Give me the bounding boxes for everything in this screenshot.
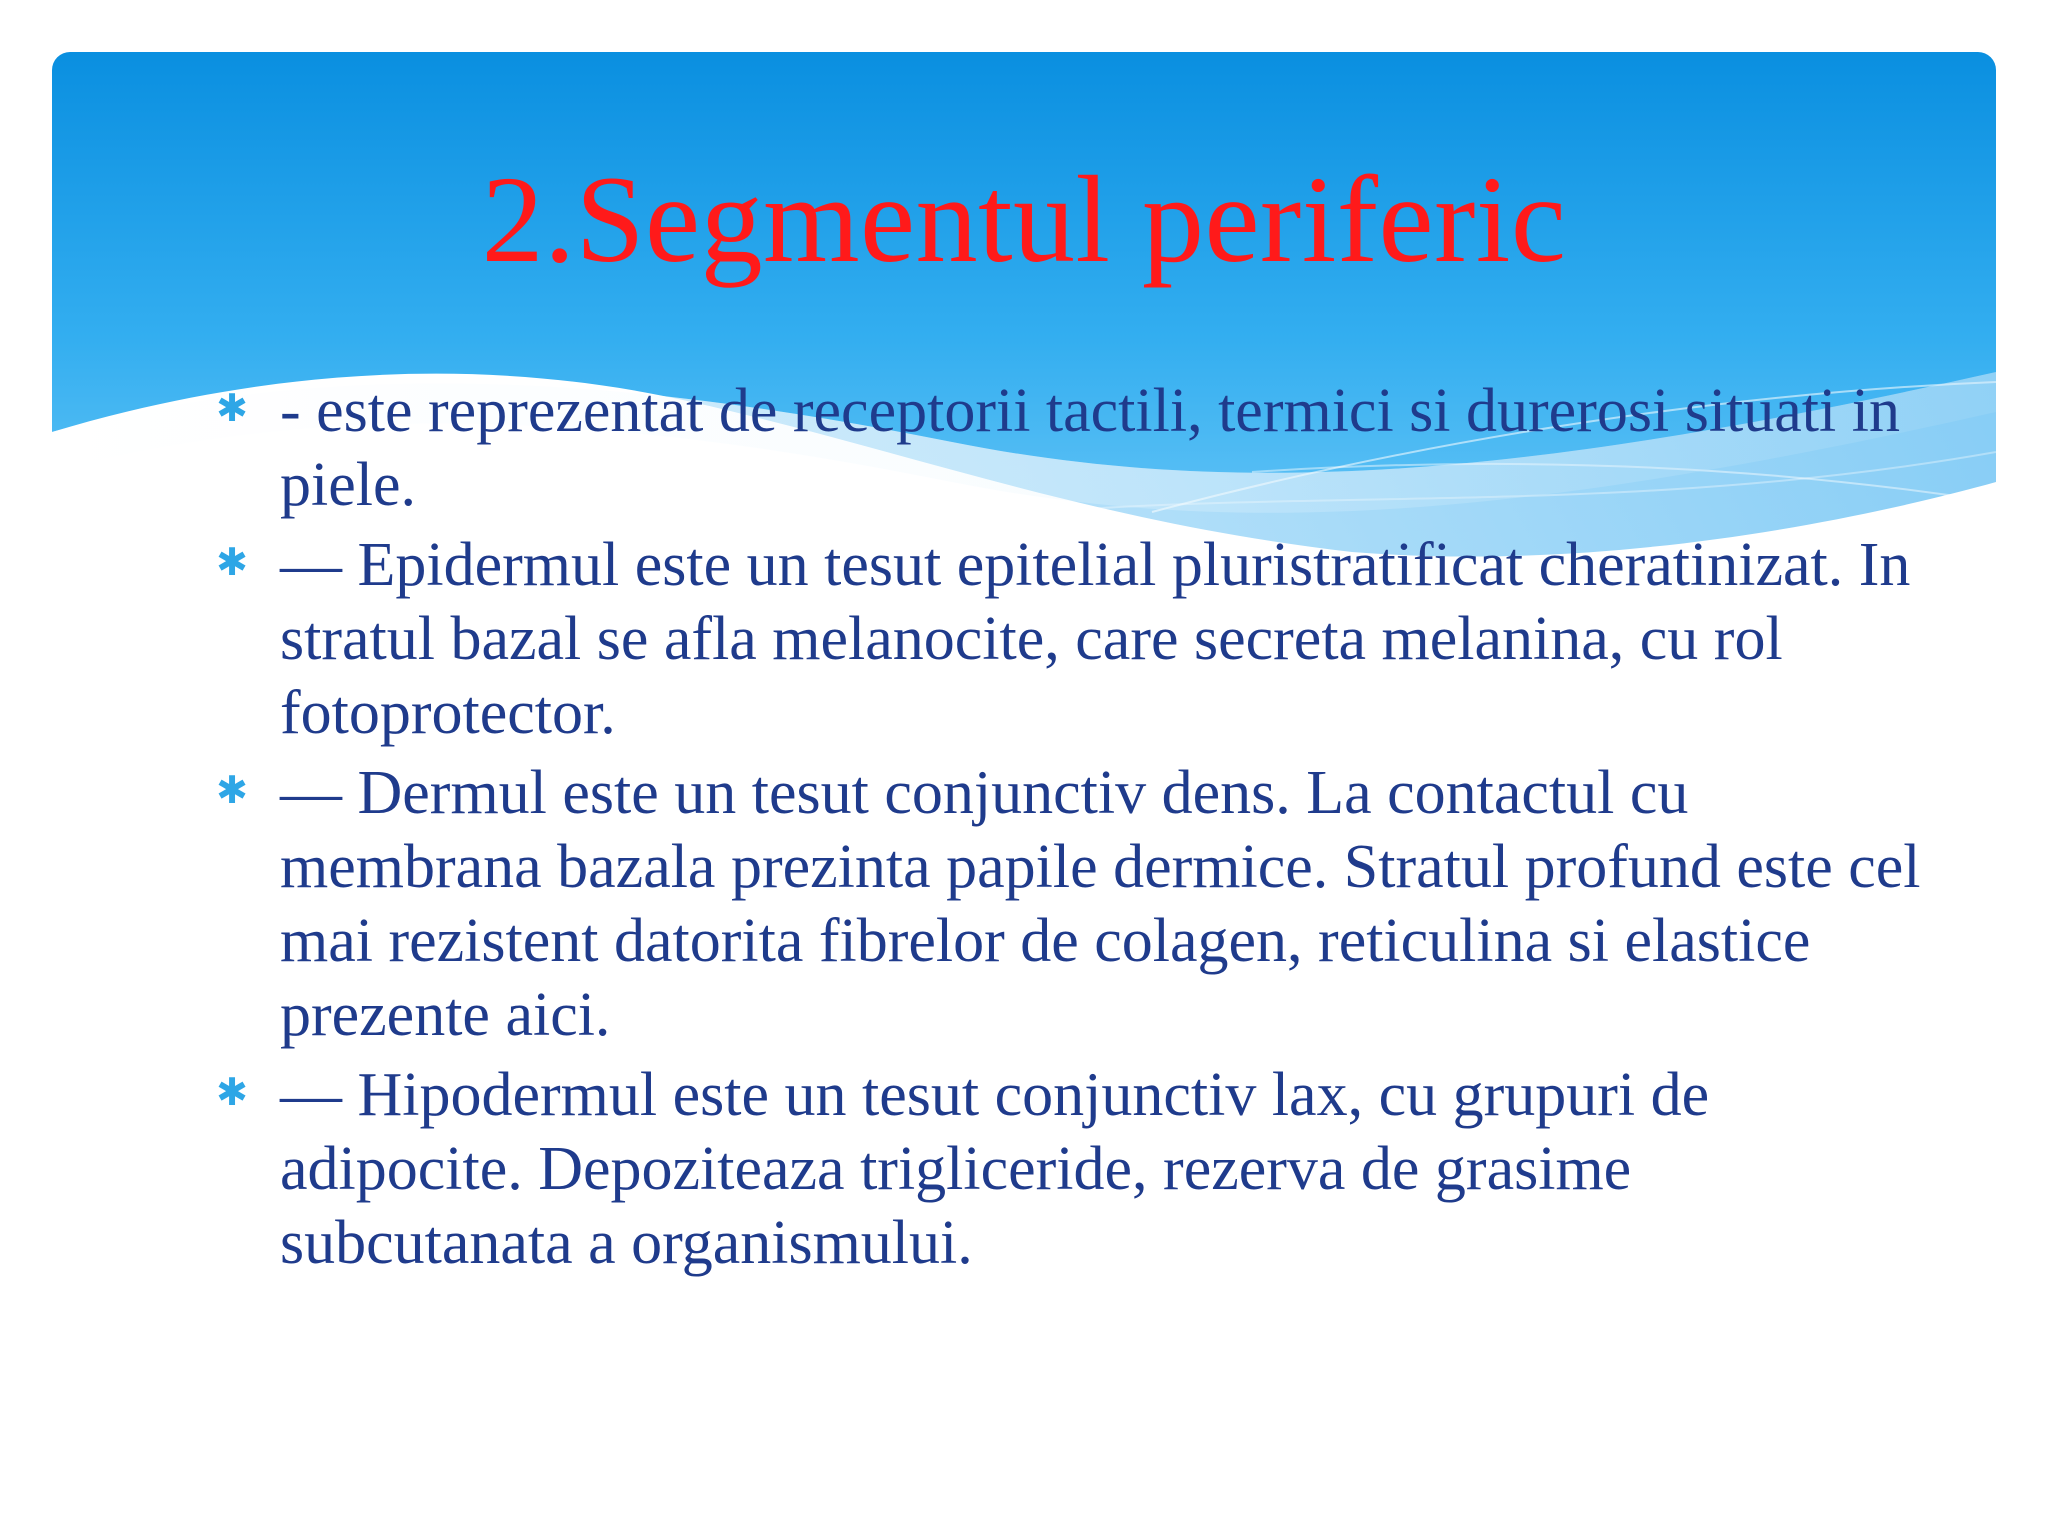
asterisk-bullet-icon: ✱ (216, 768, 248, 812)
asterisk-bullet-icon: ✱ (216, 386, 248, 430)
slide-title: 2.Segmentul periferic (481, 151, 1567, 288)
bullet-item (212, 374, 1932, 522)
bullet-text: — Hipodermul este un tesut conjunctiv lax, cu grupuri de adipocite. Depoziteaza trigliceride, rezerva de grasime subcutanata a organismului. (280, 1061, 1710, 1277)
bullet-text: - este reprezentat de receptorii tactili, termici si durerosi situati in piele. (280, 377, 1900, 519)
asterisk-bullet-icon: ✱ (216, 1070, 248, 1114)
bullet-item (212, 528, 1932, 750)
bullet-text: — Dermul este un tesut conjunctiv dens. La contactul cu membrana bazala prezinta papile dermice. Stratul profund este cel mai rezistent datorita fibrelor de colagen, reticulina si elastice prezente aici. (280, 759, 1921, 1049)
bullet-item (212, 756, 1932, 1052)
bullet-item (212, 1058, 1932, 1280)
bullet-text: — Epidermul este un tesut epitelial pluristratificat cheratinizat. In stratul bazal se afla melanocite, care secreta melanina, cu rol fotoprotector. (280, 531, 1911, 747)
bullet-list (212, 374, 1932, 1286)
asterisk-bullet-icon: ✱ (216, 540, 248, 584)
